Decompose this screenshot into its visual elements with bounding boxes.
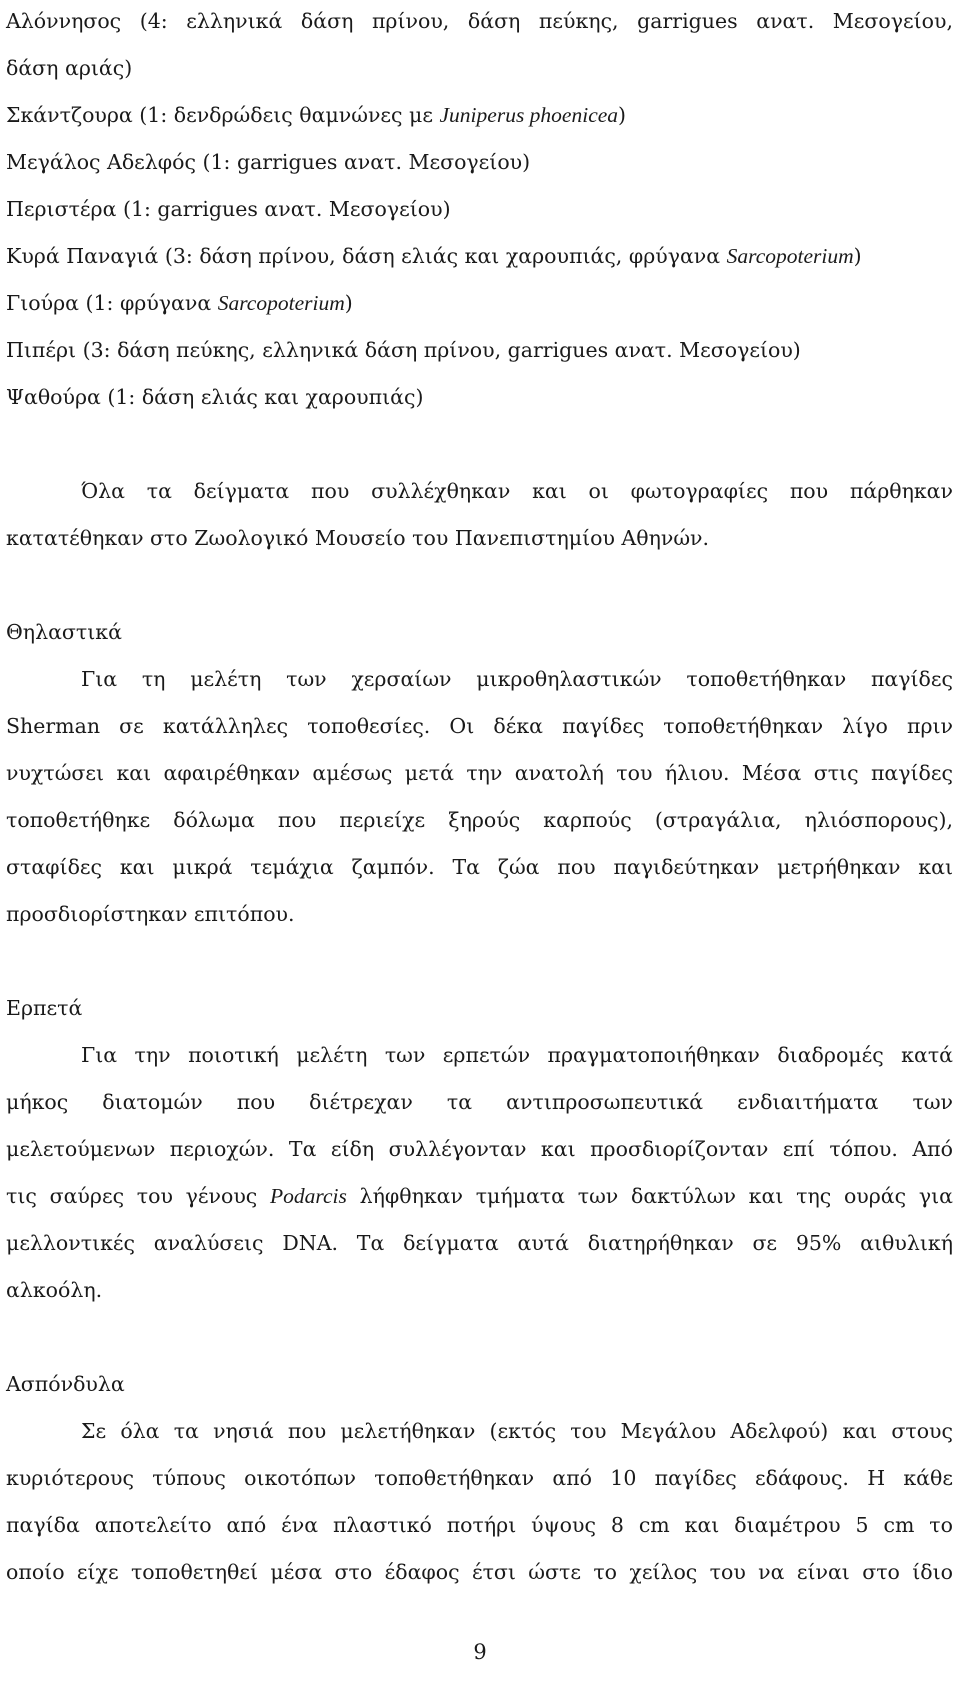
text-run: Κυρά Παναγιά (3: δάση πρίνου, δάση ελιάς και χαρουπιάς, φρύγανα bbox=[6, 244, 727, 268]
paragraph-line: οποίο είχε τοποθετηθεί μέσα στο έδαφος έτσι ώστε το χείλος του να είναι στο ίδιο bbox=[6, 1560, 953, 1584]
site-line: Περιστέρα (1: garrigues ανατ. Μεσογείου) bbox=[6, 197, 451, 221]
site-line: δάση αριάς) bbox=[6, 56, 133, 80]
paragraph-line: νυχτώσει και αφαιρέθηκαν αμέσως μετά την ανατολή του ήλιου. Μέσα στις παγίδες bbox=[6, 761, 953, 785]
site-line: Ψαθούρα (1: δάση ελιάς και χαρουπιάς) bbox=[6, 385, 424, 409]
site-line: Πιπέρι (3: δάση πεύκης, ελληνικά δάση πρίνου, garrigues ανατ. Μεσογείου) bbox=[6, 338, 801, 362]
paragraph-line: Σε όλα τα νησιά που μελετήθηκαν (εκτός του Μεγάλου Αδελφού) και στους bbox=[81, 1419, 953, 1443]
text-run: Γιούρα (1: φρύγανα bbox=[6, 291, 218, 315]
paragraph-line: Για την ποιοτική μελέτη των ερπετών πραγματοποιήθηκαν διαδρομές κατά bbox=[81, 1043, 953, 1067]
site-line bbox=[6, 92, 953, 139]
reptiles-section bbox=[6, 985, 953, 1314]
spacer bbox=[6, 421, 953, 468]
section-heading: Θηλαστικά bbox=[6, 620, 122, 644]
paragraph-line bbox=[6, 1173, 953, 1220]
site-line bbox=[6, 233, 953, 280]
page-number: 9 bbox=[473, 1640, 487, 1664]
genus-name: Sarcopoterium bbox=[726, 244, 854, 268]
genus-name: Sarcopoterium bbox=[217, 291, 345, 315]
paragraph-line: μελλοντικές αναλύσεις DNA. Τα δείγματα αυτά διατηρήθηκαν σε 95% αιθυλική bbox=[6, 1231, 953, 1255]
text-run: ) bbox=[618, 103, 627, 127]
paragraph-line: παγίδα αποτελείτο από ένα πλαστικό ποτήρι ύψους 8 cm και διαμέτρου 5 cm το bbox=[6, 1513, 953, 1537]
mammals-section bbox=[6, 609, 953, 938]
invertebrates-section bbox=[6, 1361, 953, 1596]
paragraph-line: προσδιορίστηκαν επιτόπου. bbox=[6, 902, 295, 926]
paragraph-line: Όλα τα δείγματα που συλλέχθηκαν και οι φωτογραφίες που πάρθηκαν bbox=[81, 479, 953, 503]
site-line: Μεγάλος Αδελφός (1: garrigues ανατ. Μεσογείου) bbox=[6, 150, 531, 174]
paragraph-line: Για τη μελέτη των χερσαίων μικροθηλαστικών τοποθετήθηκαν παγίδες bbox=[81, 667, 953, 691]
text-run: Σκάντζουρα (1: δενδρώδεις θαμνώνες με bbox=[6, 103, 440, 127]
spacer bbox=[6, 938, 953, 985]
deposit-paragraph bbox=[6, 468, 953, 562]
text-run: ) bbox=[344, 291, 353, 315]
section-heading: Ασπόνδυλα bbox=[6, 1372, 125, 1396]
paragraph-line: Sherman σε κατάλληλες τοποθεσίες. Οι δέκα παγίδες τοποθετήθηκαν λίγο πριν bbox=[6, 714, 953, 738]
species-name: Juniperus phoenicea bbox=[439, 103, 619, 127]
document-body bbox=[6, 0, 953, 1596]
section-heading: Ερπετά bbox=[6, 996, 83, 1020]
spacer bbox=[6, 562, 953, 609]
text-run: λήφθηκαν τμήματα των δακτύλων και της ουράς για bbox=[346, 1184, 953, 1208]
paragraph-line: κατατέθηκαν στο Ζωολογικό Μουσείο του Πανεπιστημίου Αθηνών. bbox=[6, 526, 710, 550]
text-run: τις σαύρες του γένους bbox=[6, 1184, 271, 1208]
spacer bbox=[6, 1314, 953, 1361]
genus-name: Podarcis bbox=[270, 1184, 347, 1208]
paragraph-line: σταφίδες και μικρά τεμάχια ζαμπόν. Τα ζώα που παγιδεύτηκαν μετρήθηκαν και bbox=[6, 855, 953, 879]
paragraph-line: αλκοόλη. bbox=[6, 1278, 103, 1302]
site-line: Αλόννησος (4: ελληνικά δάση πρίνου, δάση πεύκης, garrigues ανατ. Μεσογείου, bbox=[6, 9, 953, 33]
paragraph-line: κυριότερους τύπους οικοτόπων τοποθετήθηκαν από 10 παγίδες εδάφους. Η κάθε bbox=[6, 1466, 953, 1490]
site-line bbox=[6, 280, 953, 327]
site-list bbox=[6, 0, 953, 421]
paragraph-line: μήκος διατομών που διέτρεχαν τα αντιπροσωπευτικά ενδιαιτήματα των bbox=[6, 1090, 953, 1114]
text-run: ) bbox=[853, 244, 862, 268]
paragraph-line: τοποθετήθηκε δόλωμα που περιείχε ξηρούς καρπούς (στραγάλια, ηλιόσπορους), bbox=[6, 808, 953, 832]
paragraph-line: μελετούμενων περιοχών. Τα είδη συλλέγονταν και προσδιορίζονταν επί τόπου. Από bbox=[6, 1137, 953, 1161]
